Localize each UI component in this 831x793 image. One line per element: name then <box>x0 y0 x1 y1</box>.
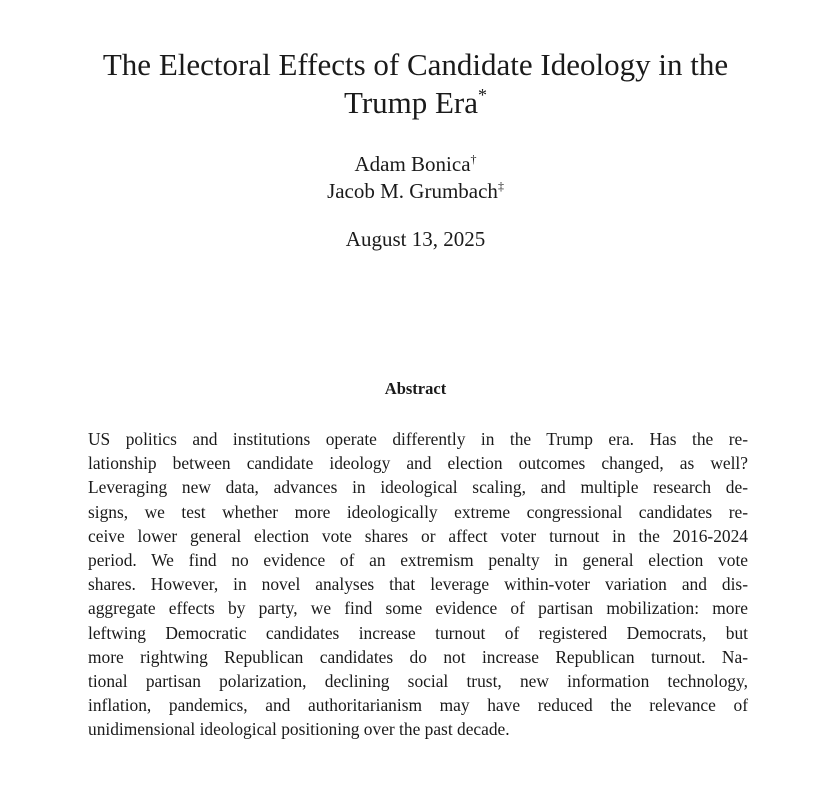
abstract-line: tional partisan polarization, declining social trust, new information technology, <box>88 670 748 691</box>
author-name: Adam Bonica <box>354 152 471 176</box>
abstract-line: aggregate effects by party, we find some evidence of partisan mobilization: more <box>88 598 748 619</box>
abstract-line: lationship between candidate ideology and election outcomes changed, as well? <box>88 453 748 474</box>
abstract-line: signs, we test whether more ideologically extreme congressional candidates re- <box>88 501 748 522</box>
author-footnote-mark: † <box>470 152 477 166</box>
author-1 <box>0 151 831 178</box>
author-name: Jacob M. Grumbach <box>327 179 498 203</box>
abstract-line: period. We find no evidence of an extremism penalty in general election vote <box>88 549 748 570</box>
author-footnote-mark: ‡ <box>497 179 504 193</box>
publication-date: August 13, 2025 <box>345 227 486 251</box>
paper-title <box>60 46 771 122</box>
abstract-line: shares. However, in novel analyses that leverage within-voter variation and dis- <box>88 574 748 595</box>
author-list <box>0 151 831 205</box>
abstract-heading: Abstract <box>384 379 447 398</box>
abstract-line: ceive lower general election vote shares or affect voter turnout in the 2016-2024 <box>88 525 748 546</box>
abstract-body <box>88 427 748 741</box>
paper-title-line-1: The Electoral Effects of Candidate Ideology in the <box>102 47 729 82</box>
author-2 <box>0 178 831 205</box>
abstract-line: more rightwing Republican candidates do not increase Republican turnout. Na- <box>88 646 748 667</box>
paper-title-line-2: Trump Era <box>343 85 479 120</box>
abstract-line: Leveraging new data, advances in ideological scaling, and multiple research de- <box>88 477 748 498</box>
abstract-line: US politics and institutions operate differently in the Trump era. Has the re- <box>88 429 748 449</box>
abstract-line: unidimensional ideological positioning over the past decade. <box>88 719 510 740</box>
title-footnote-mark: * <box>478 85 488 105</box>
abstract-line: inflation, pandemics, and authoritarianism may have reduced the relevance of <box>88 695 748 716</box>
abstract-line: leftwing Democratic candidates increase turnout of registered Democrats, but <box>88 622 748 643</box>
